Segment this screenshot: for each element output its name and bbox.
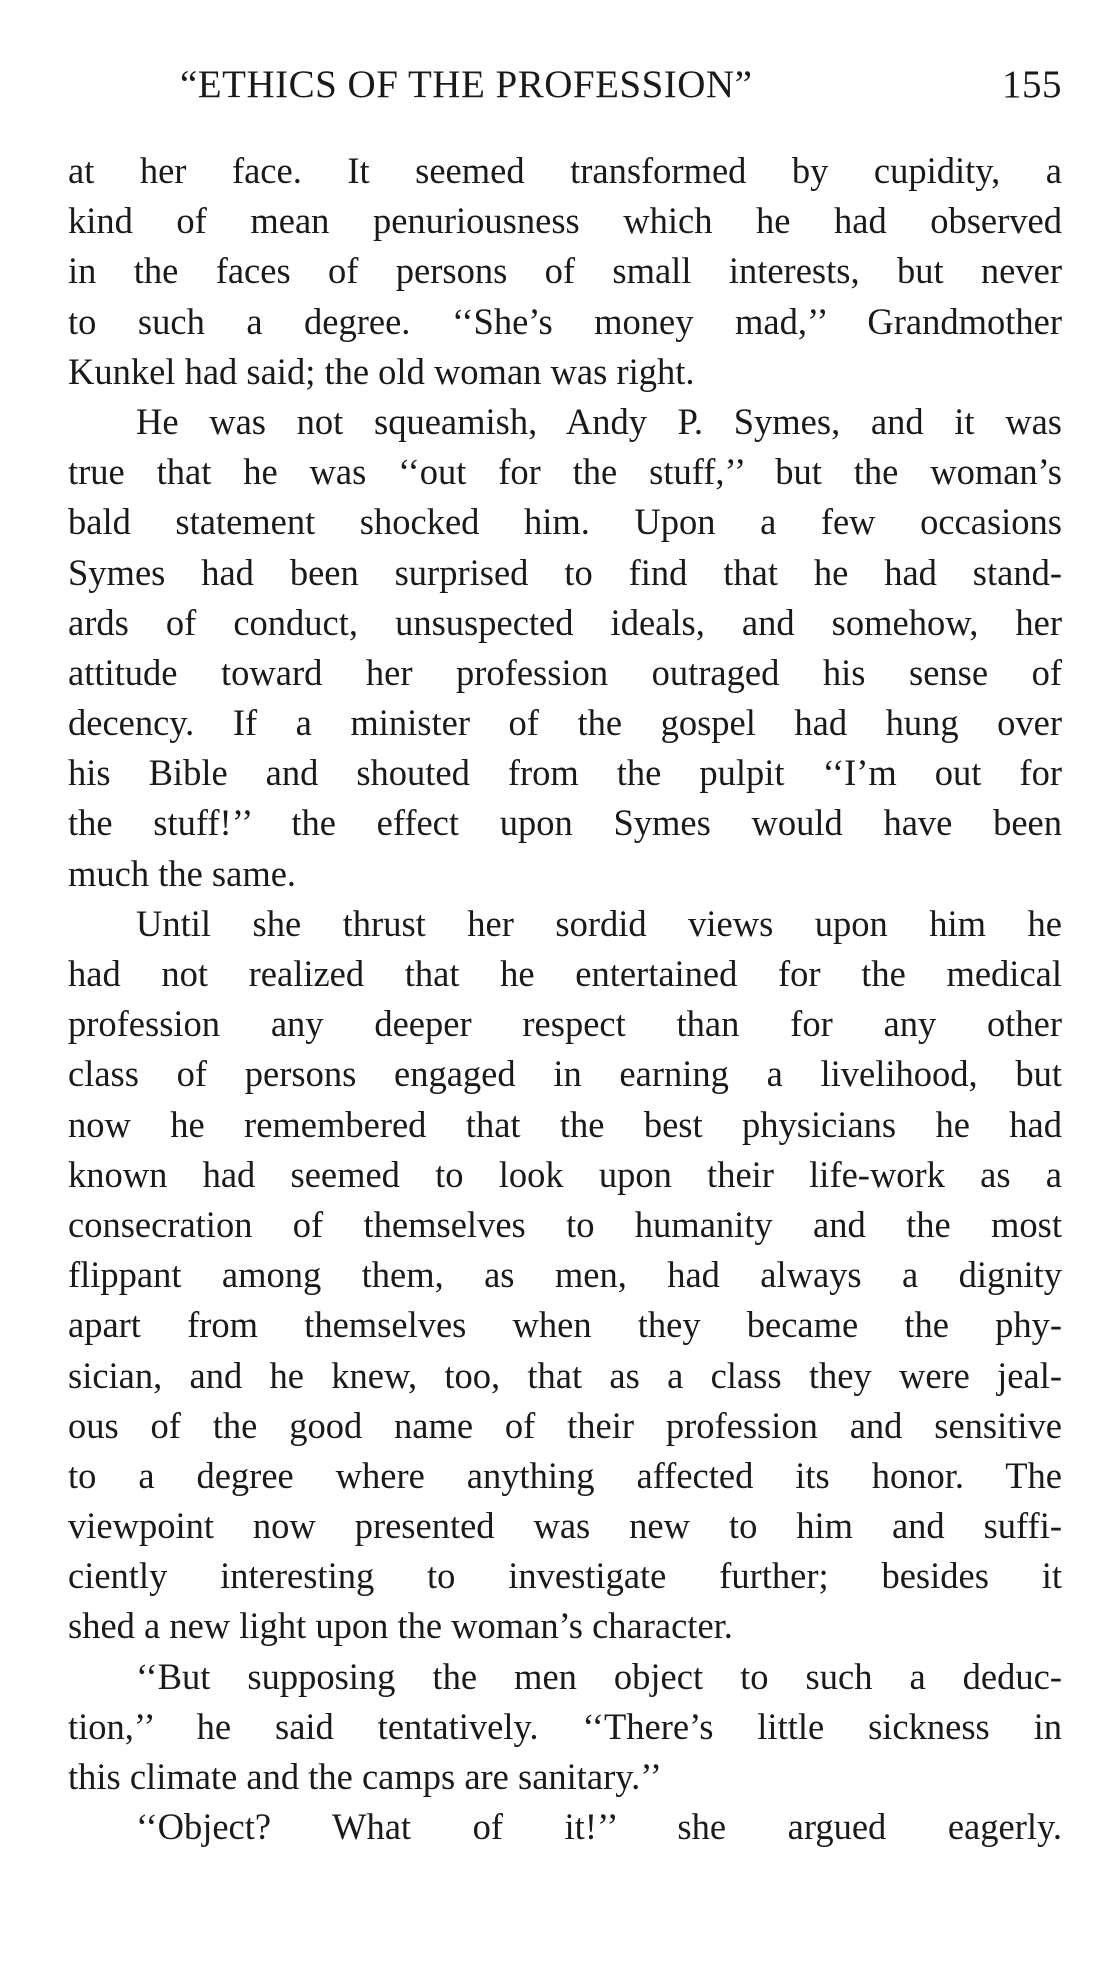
text-line: bald statement shocked him. Upon a few occasions — [68, 501, 1062, 543]
text-line: kind of mean penuriousness which he had observed — [68, 200, 1062, 242]
page-number: 155 — [1002, 63, 1062, 106]
text-line: this climate and the camps are sanitary.’’ — [68, 1756, 662, 1797]
text-line: class of persons engaged in earning a livelihood, but — [68, 1053, 1062, 1095]
text-line: ciently interesting to investigate further; besides it — [68, 1555, 1062, 1597]
text-line: viewpoint now presented was new to him and suffi- — [68, 1505, 1062, 1547]
text-line: He was not squeamish, Andy P. Symes, and it was — [136, 400, 1062, 442]
text-line: profession any deeper respect than for any other — [68, 1003, 1062, 1045]
text-line: ‘‘But supposing the men object to such a deduc- — [136, 1655, 1062, 1697]
text-line: now he remembered that the best physicians he had — [68, 1103, 1062, 1145]
text-line: flippant among them, as men, had always a dignity — [68, 1254, 1062, 1296]
text-line: ards of conduct, unsuspected ideals, and somehow, her — [68, 601, 1062, 643]
text-line: ‘‘Object? What of it!’’ she argued eagerly. — [136, 1806, 1062, 1848]
text-line: much the same. — [68, 852, 297, 894]
chapter-title: “ETHICS OF THE PROFESSION” — [180, 63, 753, 106]
text-line: to a degree where anything affected its honor. The — [68, 1454, 1062, 1496]
text-line: known had seemed to look upon their life-work as a — [68, 1153, 1062, 1195]
text-line: the stuff!’’ the effect upon Symes would have been — [68, 802, 1062, 844]
text-line: true that he was ‘‘out for the stuff,’’ but the woman’s — [68, 451, 1062, 493]
text-line: had not realized that he entertained for the medical — [68, 953, 1062, 994]
text-line: Until she thrust her sordid views upon him he — [136, 902, 1062, 944]
text-line: Kunkel had said; the old woman was right. — [68, 350, 695, 392]
running-head — [180, 60, 1062, 110]
text-line: to such a degree. ‘‘She’s money mad,’’ Grandmother — [68, 300, 1062, 342]
text-line: consecration of themselves to humanity and the most — [68, 1203, 1062, 1245]
text-line: his Bible and shouted from the pulpit ‘‘I’m out for — [68, 752, 1062, 794]
text-line: ous of the good name of their profession and sensitive — [68, 1404, 1062, 1446]
text-line: at her face. It seemed transformed by cupidity, a — [68, 150, 1062, 191]
text-line: sician, and he knew, too, that as a class they were jeal- — [68, 1354, 1062, 1396]
text-line: apart from themselves when they became the phy- — [68, 1304, 1062, 1346]
text-line: Symes had been surprised to find that he had stand- — [68, 551, 1062, 593]
text-line: decency. If a minister of the gospel had hung over — [68, 702, 1062, 744]
body-text — [68, 146, 1062, 1852]
text-line: in the faces of persons of small interests, but never — [68, 250, 1062, 292]
text-line: shed a new light upon the woman’s character. — [68, 1605, 733, 1647]
text-line: tion,’’ he said tentatively. ‘‘There’s little sickness in — [68, 1705, 1062, 1747]
text-line: attitude toward her profession outraged his sense of — [68, 651, 1062, 693]
